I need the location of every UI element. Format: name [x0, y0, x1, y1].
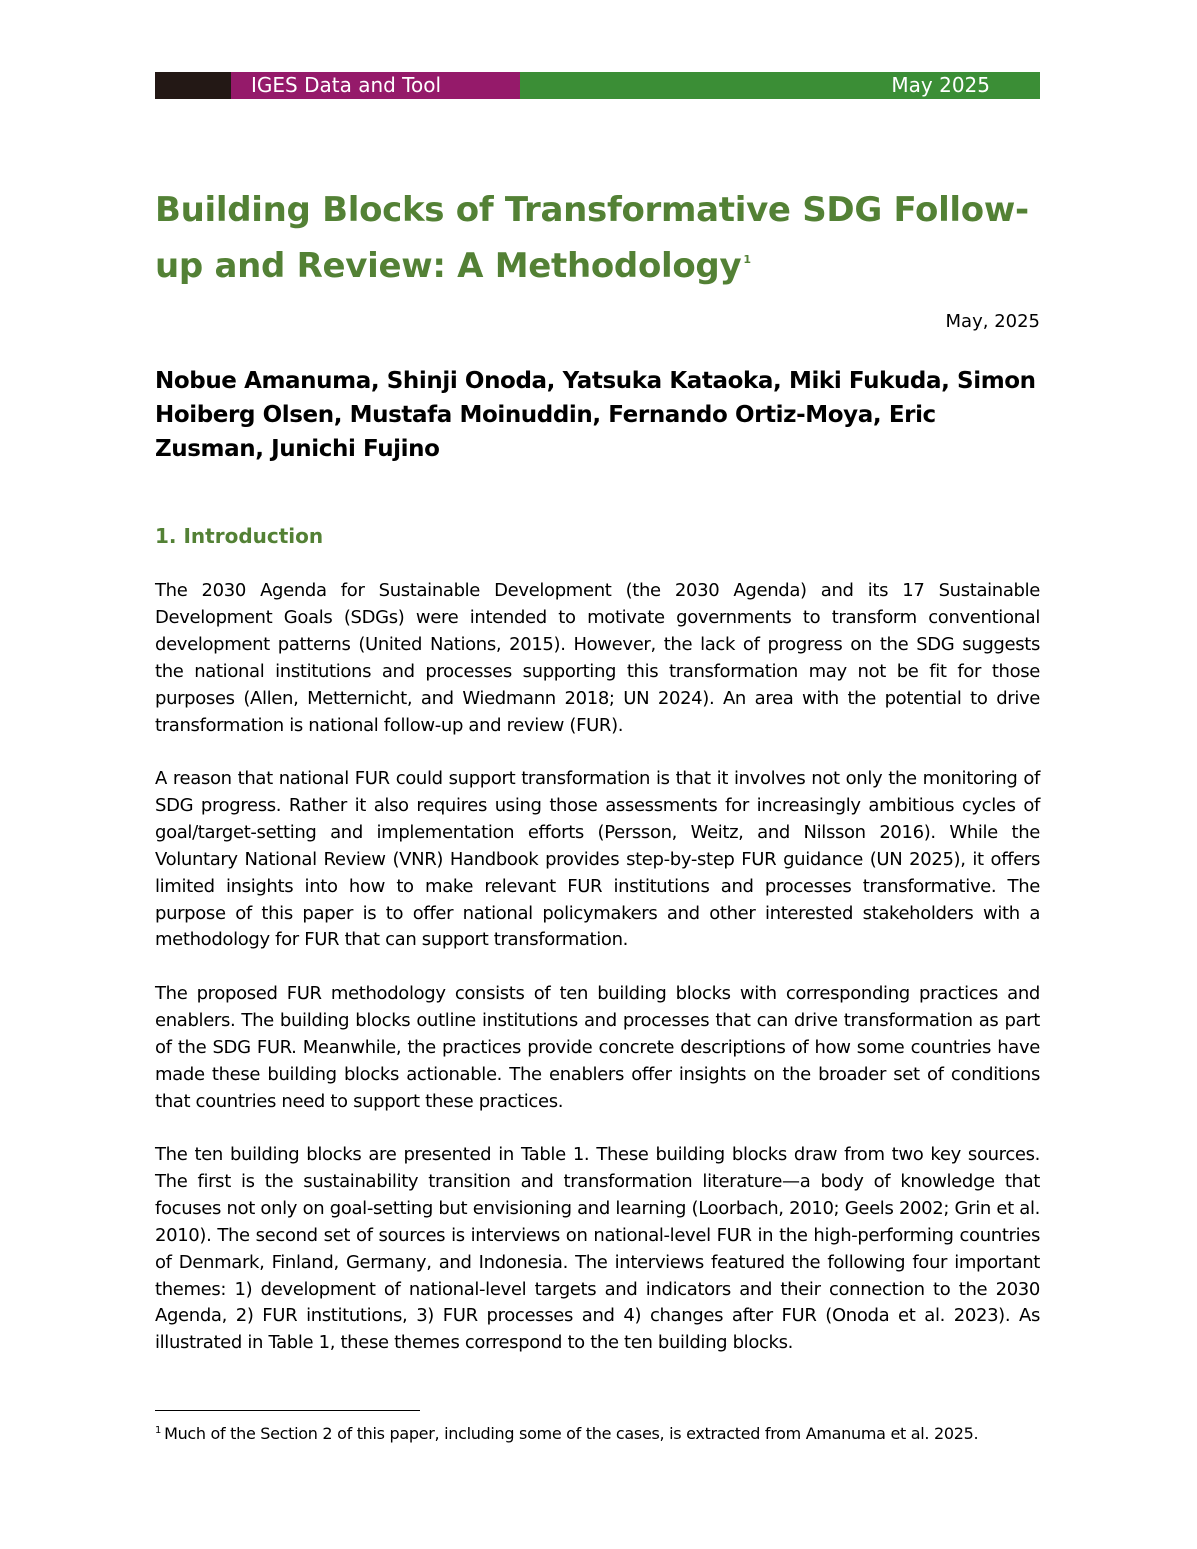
- header-series-label: IGES Data and Tool: [231, 72, 520, 99]
- header-bar: [155, 72, 1040, 99]
- body-paragraph: The proposed FUR methodology consists of ten building blocks with corresponding practices and enablers. The building blocks outline institutions and processes that can drive transformation as part of the SDG FUR. Meanwhile, the practices provide concrete descriptions of how some countries have made these building blocks actionable. The enablers offer insights on the broader set of conditions that countries need to support these practices.: [155, 983, 1040, 1112]
- body-paragraph: The 2030 Agenda for Sustainable Development (the 2030 Agenda) and its 17 Sustainable Development Goals (SDGs) were intended to motivate governments to transform conventional development patterns (United Nations, 2015). However, the lack of progress on the SDG suggests the national institutions and processes supporting this transformation may not be fit for those purposes (Allen, Metternicht, and Wiedmann 2018; UN 2024). An area with the potential to drive transformation is national follow-up and review (FUR).: [155, 580, 1040, 736]
- body-paragraph: The ten building blocks are presented in Table 1. These building blocks draw from two key sources. The first is the sustainability transition and transformation literature—a body of knowledge that focuses not only on goal-setting but envisioning and learning (Loorbach, 2010; Geels 2002; Grin et al. 2010). The second set of sources is interviews on national-level FUR in the high-performing countries of Denmark, Finland, Germany, and Indonesia. The interviews featured the following four important themes: 1) development of national-level targets and indicators and their connection to the 2030 Agenda, 2) FUR institutions, 3) FUR processes and 4) changes after FUR (Onoda et al. 2023). As illustrated in Table 1, these themes correspond to the ten building blocks.: [155, 1144, 1040, 1354]
- document-title: [155, 186, 1040, 291]
- header-date: May 2025: [520, 72, 1040, 99]
- body-paragraph: A reason that national FUR could support transformation is that it involves not only the monitoring of SDG progress. Rather it also requires using those assessments for increasingly ambitious cycles of goal/target-setting and implementation efforts (Persson, Weitz, and Nilsson 2016). While the Voluntary National Review (VNR) Handbook provides step-by-step FUR guidance (UN 2025), it offers limited insights into how to make relevant FUR institutions and processes transformative. The purpose of this paper is to offer national policymakers and other interested stakeholders with a methodology for FUR that can support transformation.: [155, 768, 1040, 951]
- section-heading: 1. Introduction: [155, 524, 324, 548]
- footnote-text: Much of the Section 2 of this paper, including some of the cases, is extracted from Amanuma et al. 2025.: [164, 1424, 979, 1443]
- document-title-text: Building Blocks of Transformative SDG Follow-up and Review: A Methodology: [155, 190, 1029, 286]
- header-dark-block: [155, 72, 231, 99]
- footnote-separator: [155, 1410, 420, 1411]
- publication-date: May, 2025: [945, 311, 1040, 332]
- author-list: Nobue Amanuma, Shinji Onoda, Yatsuka Kataoka, Miki Fukuda, Simon Hoiberg Olsen, Mustafa Moinuddin, Fernando Ortiz-Moya, Eric Zusman, Junichi Fujino: [155, 368, 1036, 462]
- title-footnote-marker: 1: [743, 253, 751, 266]
- footnote: [155, 1420, 1040, 1445]
- footnote-marker: 1: [155, 1425, 162, 1436]
